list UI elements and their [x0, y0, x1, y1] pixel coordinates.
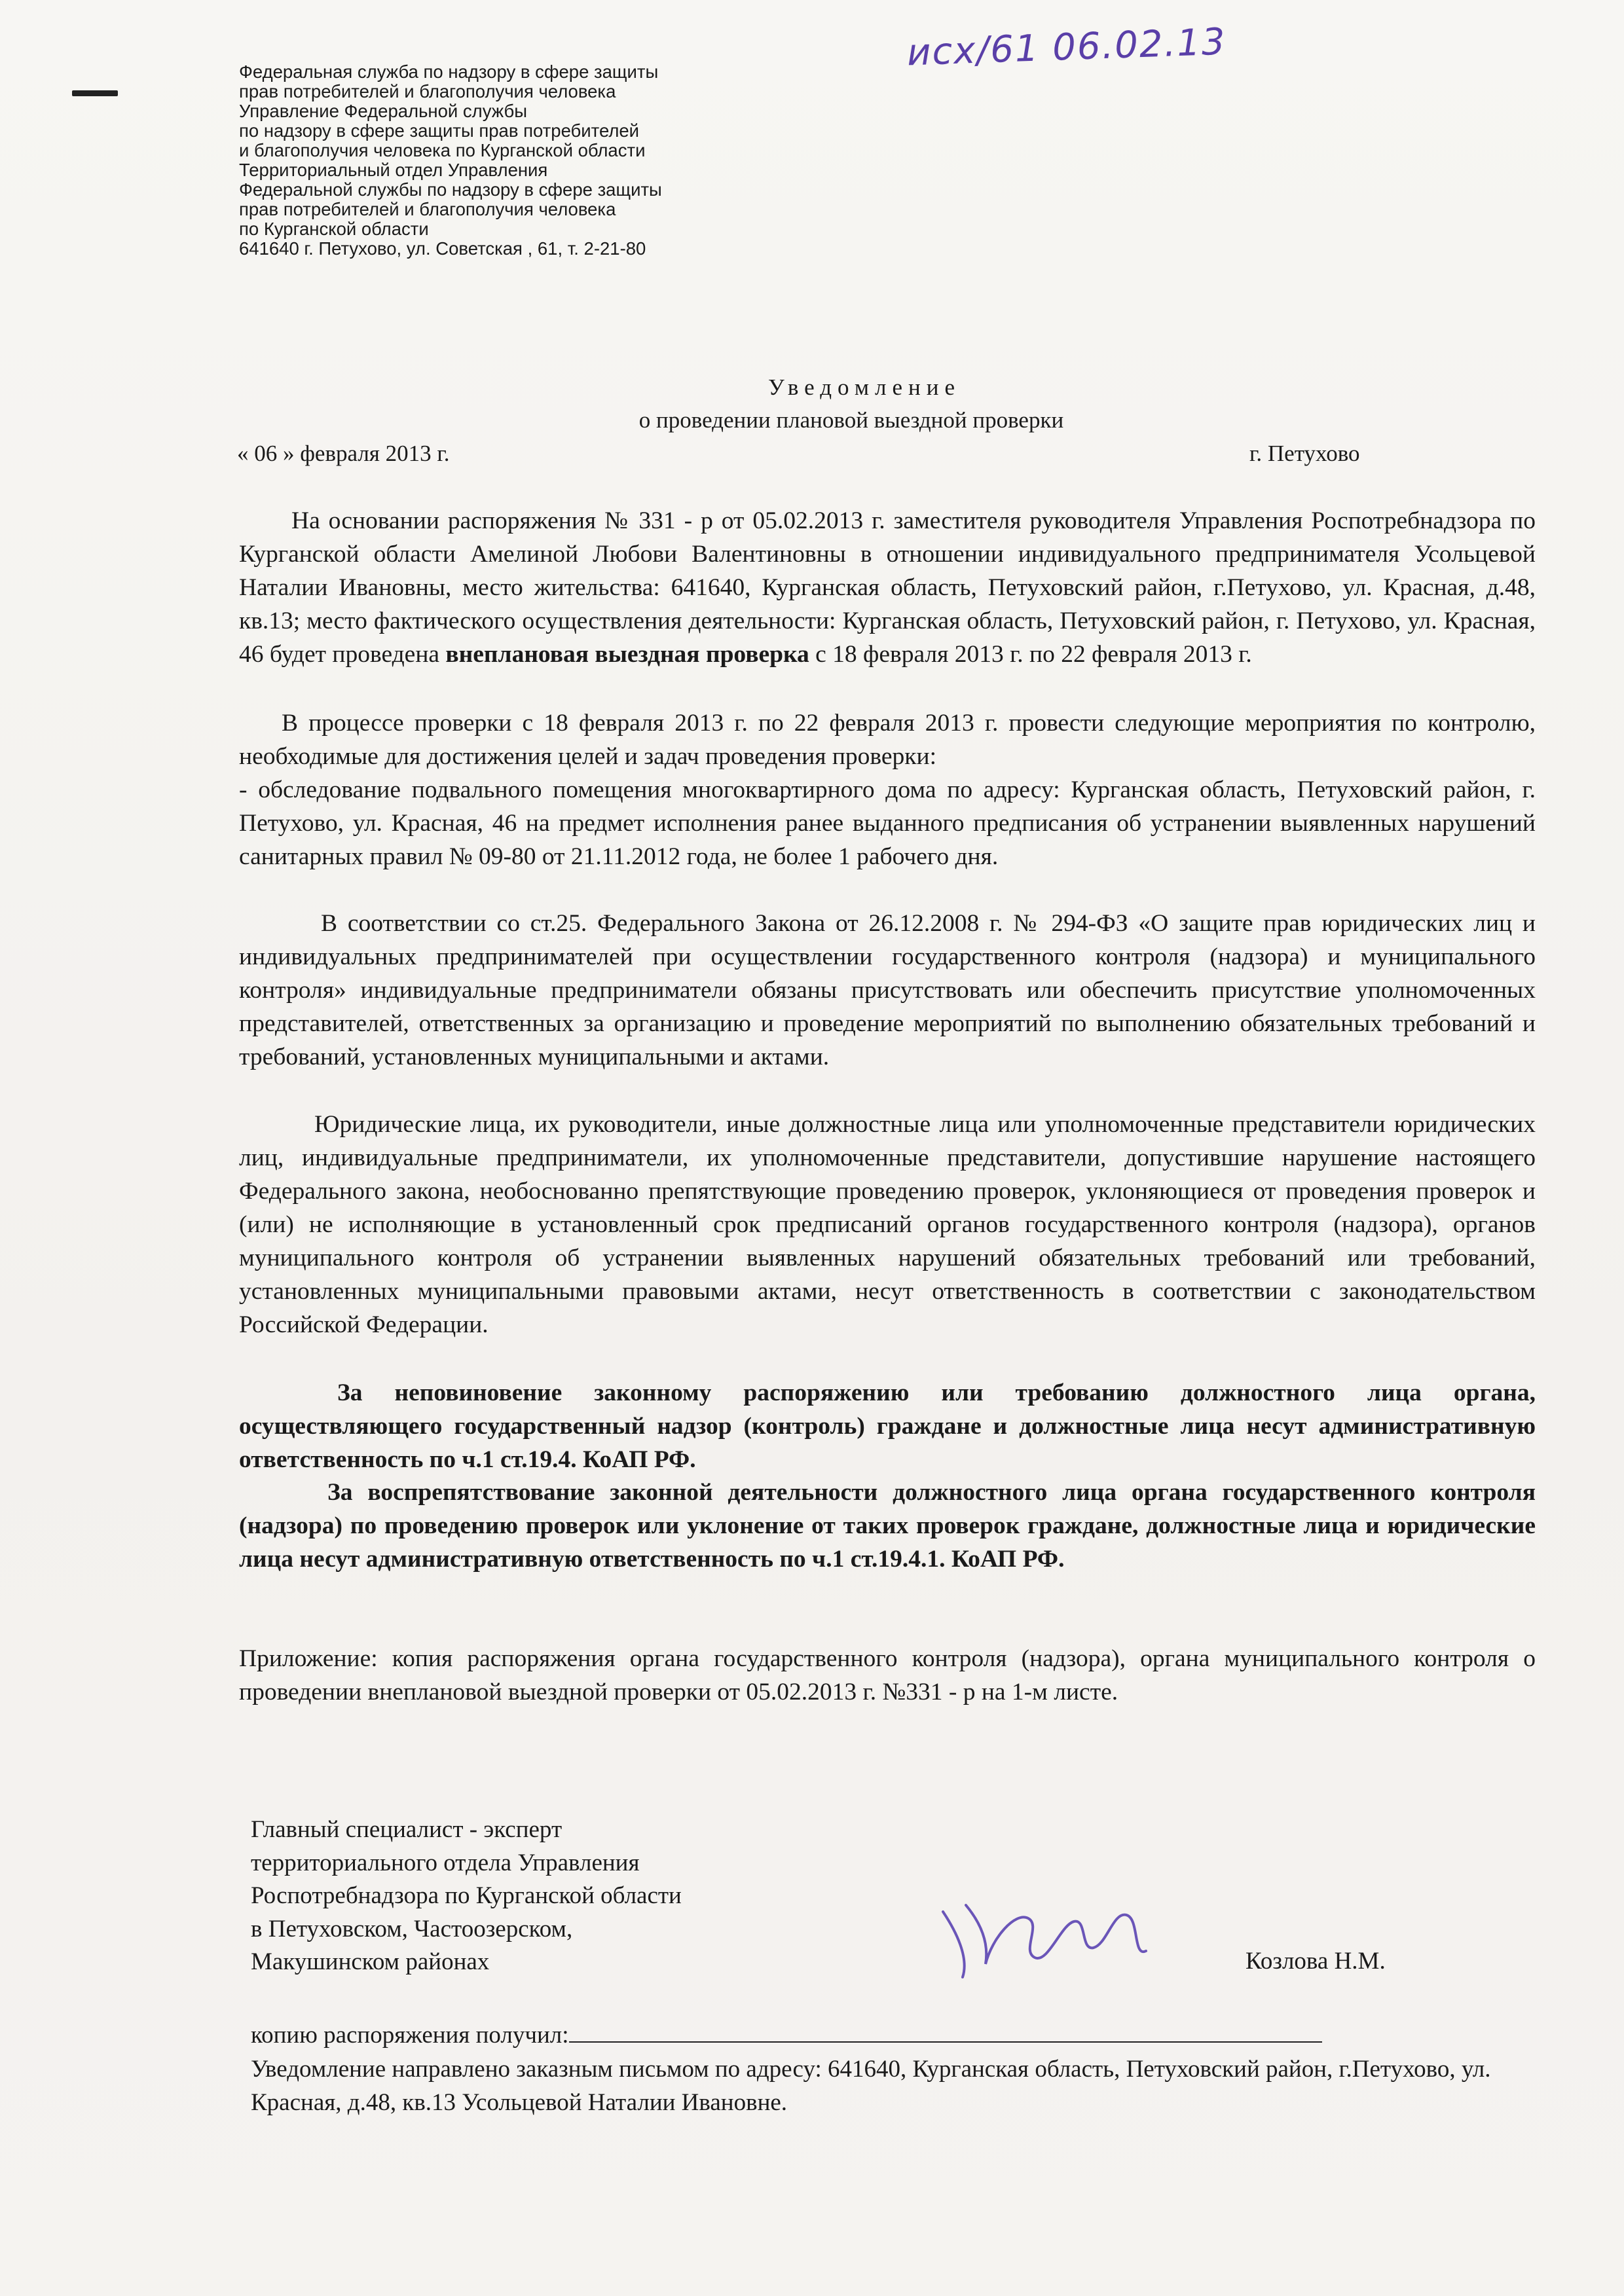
paragraph-measures	[239, 773, 1536, 873]
signatory-line: Главный специалист - эксперт	[251, 1816, 563, 1843]
document-subtitle: о проведении плановой выездной проверки	[638, 407, 1064, 433]
disobedience-text: За неповиновение законному распоряжению или требованию должностного лица органа, осуществляющего государственный надзор (контроль) граждане и должностные лица несут административную ответственность по ч.1 ст.19.4. КоАП РФ.	[239, 1379, 1536, 1473]
header-line: прав потребителей и благополучия человека	[239, 81, 616, 101]
header-line: Федеральной службы по надзору в сфере защиты	[239, 179, 662, 200]
paragraph-disobedience	[239, 1376, 1536, 1476]
paragraph-obstruction	[239, 1476, 1536, 1576]
inspection-type: внеплановая выездная проверка	[445, 641, 809, 668]
paragraph-liability	[239, 1108, 1536, 1341]
basis-text: На основании распоряжения № 331 - р от 05.02.2013 г. заместителя руководителя Управления Роспотребнадзора по Курганской области Амелиной Любови Валентиновны в отношении индивидуального предпринимателя Усольцевой Наталии Ивановны, место жительства: 641640, Курганская область, Петуховский район, г.Петухово, ул. Красная, д.48, кв.13; место фактического осуществления деятельности: Курганская область, Петуховский район, г. Петухово, ул. Красная, 46 будет проведена	[239, 507, 1536, 668]
header-line: 641640 г. Петухово, ул. Советская , 61, т. 2-21-80	[239, 238, 646, 259]
header-line: прав потребителей и благополучия человека	[239, 199, 616, 219]
header-line: по надзору в сфере защиты прав потребителей	[239, 120, 640, 141]
paragraph-attachment	[239, 1642, 1536, 1709]
header-line: и благополучия человека по Курганской области	[239, 140, 646, 160]
header-line: Федеральная служба по надзору в сфере защиты	[239, 62, 659, 82]
document-title: Уведомление	[767, 374, 961, 400]
document-date: « 06 » февраля 2013 г.	[237, 441, 450, 466]
scan-edge-mark	[72, 90, 118, 96]
header-line: по Курганской области	[239, 219, 429, 239]
inspection-dates: с 18 февраля 2013 г. по 22 февраля 2013 г.	[809, 641, 1252, 668]
handwritten-signature	[930, 1886, 1166, 1984]
signatory-line: Роспотребнадзора по Курганской области	[251, 1882, 682, 1909]
header-line: Управление Федеральной службы	[239, 101, 527, 121]
copy-received-blank[interactable]	[569, 2020, 1322, 2043]
law-text: В соответствии со ст.25. Федерального Закона от 26.12.2008 г. № 294-ФЗ «О защите прав юридических лиц и индивидуальных предпринимателей при осуществлении государственного контроля (надзора) и муниципального контроля» индивидуальные предприниматели обязаны присутствовать или обеспечить присутствие уполномоченных представителей, ответственных за организацию и проведение мероприятий по выполнению обязательных требований и требований, установленных муниципальными и актами.	[239, 910, 1536, 1070]
signatory-line: Макушинском районах	[251, 1948, 490, 1975]
measures-text: - обследование подвального помещения многоквартирного дома по адресу: Курганская область, Петуховский район, г. Петухово, ул. Красная, 46 на предмет исполнения ранее выданного предписания об устранении выявленных нарушений санитарных правил № 09-80 от 21.11.2012 года, не более 1 рабочего дня.	[239, 776, 1536, 870]
header-line: Территориальный отдел Управления	[239, 160, 548, 180]
process-text: В процессе проверки с 18 февраля 2013 г. по 22 февраля 2013 г. провести следующие мероприятия по контролю, необходимые для достижения целей и задач проведения проверки:	[239, 710, 1536, 770]
paragraph-process	[239, 706, 1536, 773]
signatory-line: территориального отдела Управления	[251, 1849, 640, 1876]
paragraph-law	[239, 907, 1536, 1074]
obstruction-text: За воспрепятствование законной деятельности должностного лица органа государственного контроля (надзора) по проведению проверок или уклонение от таких проверок граждане, должностные лица и юридические лица несут административную ответственность по ч.1 ст.19.4.1. КоАП РФ.	[239, 1479, 1536, 1573]
signatory-name: Козлова Н.М.	[1246, 1948, 1386, 1975]
copy-received-line	[251, 2020, 1322, 2049]
paragraph-basis	[239, 504, 1536, 671]
signatory-line: в Петуховском, Частоозерском,	[251, 1915, 573, 1942]
sender-header	[239, 62, 662, 259]
attachment-text: Приложение: копия распоряжения органа государственного контроля (надзора), органа муниципального контроля о проведении внеплановой выездной проверки от 05.02.2013 г. №331 - р на 1-м листе.	[239, 1645, 1536, 1705]
liability-text: Юридические лица, их руководители, иные должностные лица или уполномоченные представители юридических лиц, индивидуальные предприниматели, их уполномоченные представители, допустившие нарушение настоящего Федерального закона, необоснованно препятствующие проведению проверок, уклоняющиеся от проведения проверок и (или) не исполняющие в установленный срок предписаний органов государственного контроля (надзора), органов муниципального контроля об устранении выявленных нарушений обязательных требований или требований, установленных муниципальными правовыми актами, несут ответственность в соответствии с законодательством Российской Федерации.	[239, 1111, 1536, 1338]
document-place: г. Петухово	[1249, 441, 1360, 466]
signatory-block	[251, 1813, 682, 1979]
outgoing-number-handwritten: исх/61 06.02.13	[906, 20, 1227, 75]
copy-received-label: копию распоряжения получил:	[251, 2022, 569, 2049]
sent-notice: Уведомление направлено заказным письмом по адресу: 641640, Курганская область, Петуховский район, г.Петухово, ул. Красная, д.48, кв.13 Усольцевой Наталии Ивановне.	[251, 2056, 1491, 2116]
